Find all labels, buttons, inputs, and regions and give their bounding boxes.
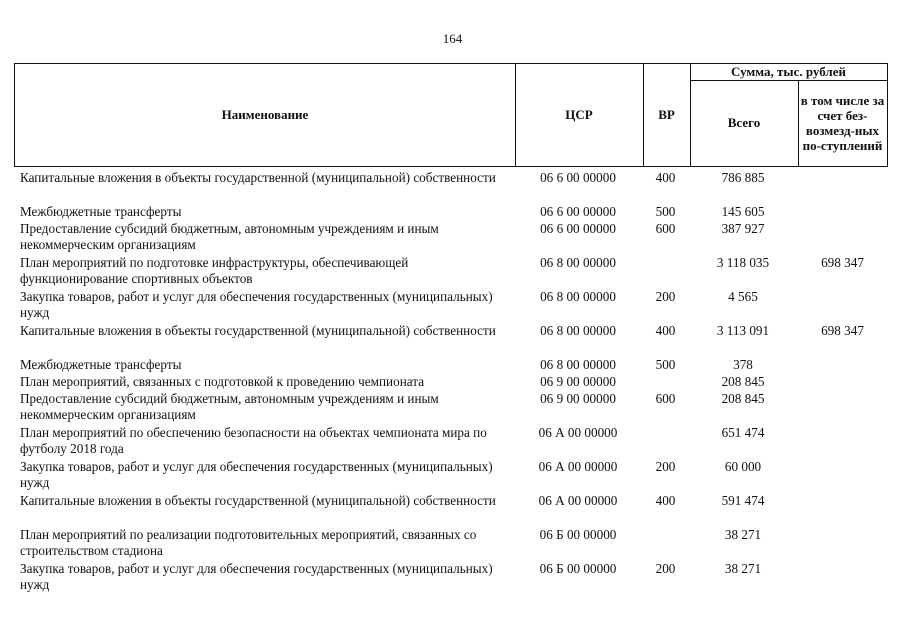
row-total: 145 605 (721, 204, 765, 219)
row-vr: 600 (655, 391, 676, 406)
row-csr: 06 9 00 00000 (540, 374, 616, 389)
row-vr: 400 (655, 323, 676, 338)
row-total: 208 845 (721, 391, 765, 406)
row-incl: 698 347 (821, 323, 864, 338)
row-total: 38 271 (724, 561, 762, 576)
row-name: Закупка товаров, работ и услуг для обеспечения государственных (муниципальных) нужд (20, 459, 493, 490)
row-vr: 600 (655, 221, 676, 236)
row-vr: 400 (655, 170, 676, 185)
table-body (14, 170, 888, 595)
row-name: Закупка товаров, работ и услуг для обеспечения государственных (муниципальных) нужд (20, 561, 493, 592)
row-csr: 06 А 00 00000 (538, 493, 618, 508)
row-name: Межбюджетные трансферты (20, 357, 182, 372)
row-name: Капитальные вложения в объекты государственной (муниципальной) собственности (20, 493, 496, 508)
row-csr: 06 6 00 00000 (540, 221, 616, 236)
row-csr: 06 6 00 00000 (540, 170, 616, 185)
row-total: 3 118 035 (716, 255, 770, 270)
table-row (14, 323, 888, 357)
table-row (14, 527, 888, 561)
row-csr: 06 А 00 00000 (538, 425, 618, 440)
table-row (14, 170, 888, 204)
row-total: 786 885 (721, 170, 765, 185)
row-total: 208 845 (721, 374, 765, 389)
table-row (14, 204, 888, 221)
row-name: План мероприятий, связанных с подготовкой к проведению чемпионата (20, 374, 425, 389)
row-vr: 400 (655, 493, 676, 508)
row-total: 38 271 (724, 527, 762, 542)
row-csr: 06 6 00 00000 (540, 204, 616, 219)
row-total: 4 565 (728, 289, 758, 304)
row-csr: 06 8 00 00000 (540, 357, 616, 372)
row-name: План мероприятий по подготовке инфраструктуры, обеспечивающей функционирование спортивных объектов (20, 255, 409, 286)
row-incl: 698 347 (821, 255, 864, 270)
table-row (14, 425, 888, 459)
row-vr: 200 (655, 459, 676, 474)
row-csr: 06 8 00 00000 (540, 323, 616, 338)
table-row (14, 459, 888, 493)
table-row (14, 221, 888, 255)
row-csr: 06 8 00 00000 (540, 289, 616, 304)
header-name: Наименование (15, 64, 516, 166)
row-csr: 06 8 00 00000 (540, 255, 616, 270)
row-vr: 200 (655, 561, 676, 576)
row-csr: 06 Б 00 00000 (539, 527, 617, 542)
row-vr: 500 (655, 357, 676, 372)
row-total: 651 474 (721, 425, 765, 440)
page-number: 164 (442, 31, 463, 46)
row-total: 591 474 (721, 493, 765, 508)
header-total: Всего (690, 80, 799, 166)
table-row (14, 374, 888, 391)
row-total: 3 113 091 (716, 323, 770, 338)
row-name: Межбюджетные трансферты (20, 204, 182, 219)
row-csr: 06 Б 00 00000 (539, 561, 617, 576)
table-header (14, 63, 888, 167)
table-row (14, 357, 888, 374)
row-total: 60 000 (724, 459, 762, 474)
row-name: План мероприятий по обеспечению безопасности на объектах чемпионата мира по футболу 2018 года (20, 425, 487, 456)
table-row (14, 289, 888, 323)
row-total: 378 (733, 357, 753, 372)
table-row (14, 255, 888, 289)
header-incl: в том числе за счет без-возмезд-ных по-ступлений (800, 93, 885, 153)
table-row (14, 493, 888, 527)
row-name: Капитальные вложения в объекты государственной (муниципальной) собственности (20, 170, 496, 185)
header-csr: ЦСР (515, 64, 644, 166)
table-row (14, 561, 888, 595)
row-name: Закупка товаров, работ и услуг для обеспечения государственных (муниципальных) нужд (20, 289, 493, 320)
row-vr: 500 (655, 204, 676, 219)
table-row (14, 391, 888, 425)
row-name: Предоставление субсидий бюджетным, автономным учреждениям и иным некоммерческим организациям (20, 221, 439, 252)
row-total: 387 927 (721, 221, 765, 236)
row-name: Капитальные вложения в объекты государственной (муниципальной) собственности (20, 323, 496, 338)
row-csr: 06 9 00 00000 (540, 391, 616, 406)
row-name: План мероприятий по реализации подготовительных мероприятий, связанных со строительством стадиона (20, 527, 477, 558)
header-vr: ВР (643, 64, 691, 166)
row-vr: 200 (655, 289, 676, 304)
row-csr: 06 А 00 00000 (538, 459, 618, 474)
header-sum: Сумма, тыс. рублей (690, 64, 887, 81)
row-name: Предоставление субсидий бюджетным, автономным учреждениям и иным некоммерческим организациям (20, 391, 439, 422)
